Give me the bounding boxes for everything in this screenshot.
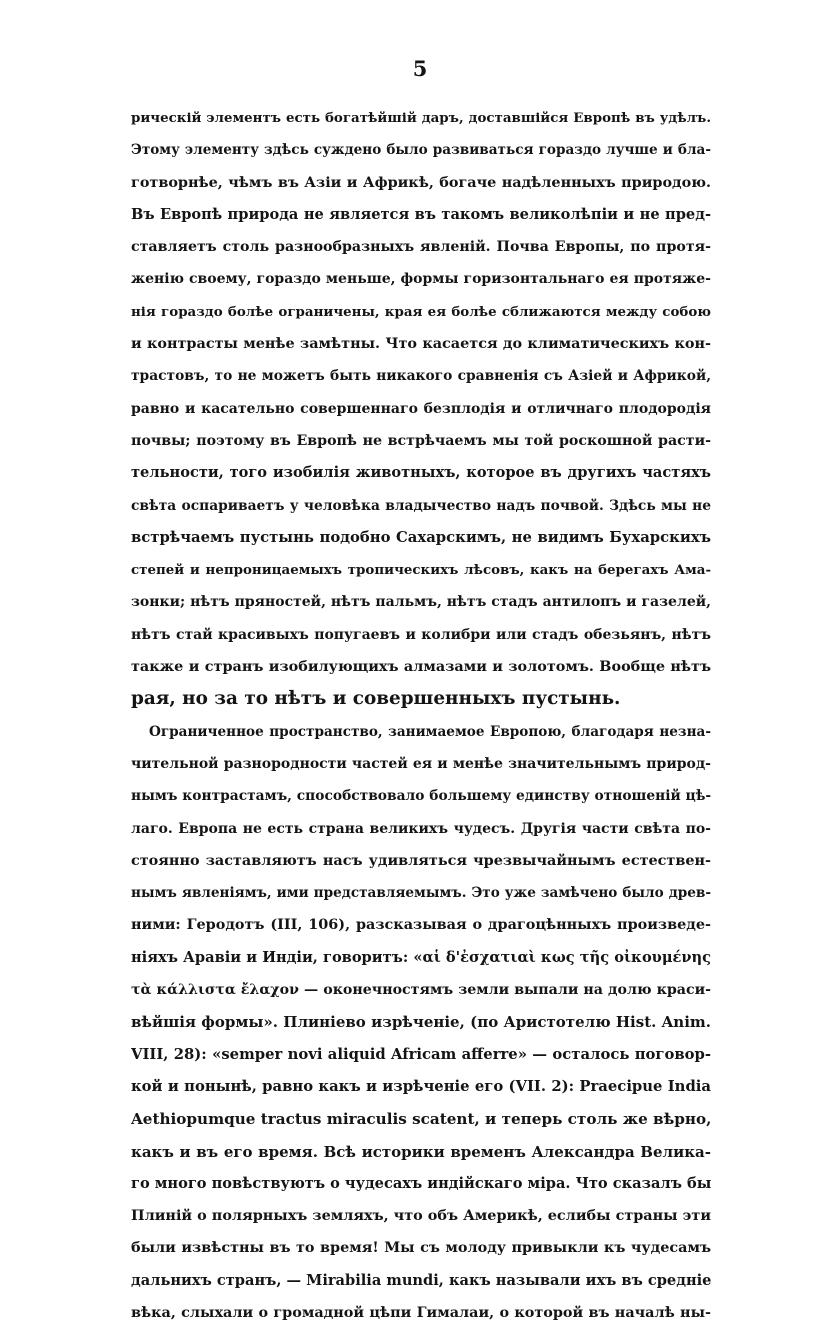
text-line: трастовъ, то не можетъ быть никакого сравненія съ Азіей и Африкой, (131, 368, 711, 385)
text-line: VIII, 28): «semper novi aliquid Africam afferre» — осталось поговор- (131, 1045, 711, 1063)
text-line: чительной разнородности частей ея и менѣе значительнымъ природ- (131, 755, 711, 772)
body-text (131, 102, 711, 1329)
text-line: дальнихъ странъ, — Mirabilia mundi, какъ называли ихъ въ средніе (131, 1271, 711, 1289)
text-line: стоянно заставляютъ насъ удивляться чрезвычайнымъ естествен- (131, 851, 711, 869)
text-line: встрѣчаемъ пустынь подобно Сахарскимъ, не видимъ Бухарскихъ (131, 528, 711, 546)
text-line: вѣйшія формы». Плиніево изрѣченіе, (по Аристотелю Hist. Anim. (131, 1013, 711, 1032)
text-line: τὰ κάλλιστα ἔλαχον — оконечностямъ земли выпали на долю краси- (131, 982, 711, 999)
page-number: 5 (412, 56, 428, 81)
text-line: равно и касательно совершеннаго безплодія и отличнаго плодородія (131, 400, 711, 417)
text-line: тельности, того изобилія животныхъ, которое въ другихъ частяхъ (131, 464, 711, 482)
text-line: нѣтъ стай красивыхъ попугаевъ и колибри или стадъ обезьянъ, нѣтъ (131, 626, 711, 643)
text-line: вѣка, слыхали о громадной цѣпи Гималаи, о которой въ началѣ ны- (131, 1303, 711, 1321)
text-line: го много повѣствуютъ о чудесахъ индійскаго міра. Что сказалъ бы (131, 1174, 711, 1192)
text-line: нія гораздо болѣе ограничены, края ея болѣе сближаются между собою (131, 303, 711, 320)
text-line: свѣта оспариваетъ у человѣка владычество надъ почвой. Здѣсь мы не (131, 497, 711, 514)
text-line: также и странъ изобилующихъ алмазами и золотомъ. Вообще нѣтъ (131, 658, 711, 676)
text-line: кой и понынѣ, равно какъ и изрѣченіе его (VII. 2): Praecipue India (131, 1077, 711, 1095)
text-line: ставляетъ столь разнообразныхъ явленій. Почва Европы, по протя- (131, 239, 711, 256)
text-line: нымъ явленіямъ, ими представляемымъ. Это уже замѣчено было древ- (131, 885, 711, 902)
text-line: почвы; поэтому въ Европѣ не встрѣчаемъ мы той роскошной расти- (131, 432, 711, 449)
text-line: Aethiopumque tractus miraculis scatent, и теперь столь же вѣрно, (131, 1110, 711, 1129)
text-line: и контрасты менѣе замѣтны. Что касается до климатическихъ кон- (131, 335, 711, 353)
text-line: Этому элементу здѣсь суждено было развиваться гораздо лучше и бла- (131, 142, 711, 159)
text-line: Плиній о полярныхъ земляхъ, что объ Америкѣ, еслибы страны эти (131, 1207, 711, 1225)
text-line: ніяхъ Аравіи и Индіи, говоритъ: «αἱ δ'ἐσχατιαὶ κως τῆς οἰκουμένης (131, 948, 711, 966)
paragraph-start-line: Ограниченное пространство, занимаемое Европою, благодаря незна- (149, 723, 711, 740)
paragraph-end-line: рая, но за то нѣтъ и совершенныхъ пустынь. (131, 688, 621, 710)
text-line: Въ Европѣ природа не является въ такомъ великолѣпіи и не пред- (131, 205, 711, 223)
text-line: женію своему, гораздо меньше, формы горизонтальнаго ея протяже- (131, 271, 711, 288)
text-line: рическій элементъ есть богатѣйшій даръ, доставшійся Европѣ въ удѣлъ. (131, 110, 711, 126)
text-line: какъ и въ его время. Всѣ историки временъ Александра Велика- (131, 1142, 711, 1161)
text-line: ними: Геродотъ (III, 106), разсказывая о драгоцѣнныхъ произведе- (131, 916, 711, 934)
text-line: степей и непроницаемыхъ тропическихъ лѣсовъ, какъ на берегахъ Ама- (131, 562, 711, 579)
text-line: нымъ контрастамъ, способствовало большему единству отношеній цѣ- (131, 788, 711, 805)
text-line: зонки; нѣтъ пряностей, нѣтъ пальмъ, нѣтъ стадъ антилопъ и газелей, (131, 594, 711, 611)
text-line: готворнѣе, чѣмъ въ Азіи и Африкѣ, богаче надѣленныхъ природою. (131, 173, 711, 191)
text-line: были извѣстны въ то время! Мы съ молоду привыкли къ чудесамъ (131, 1239, 711, 1257)
text-line: лаго. Европа не есть страна великихъ чудесъ. Другія части свѣта по- (131, 820, 711, 837)
